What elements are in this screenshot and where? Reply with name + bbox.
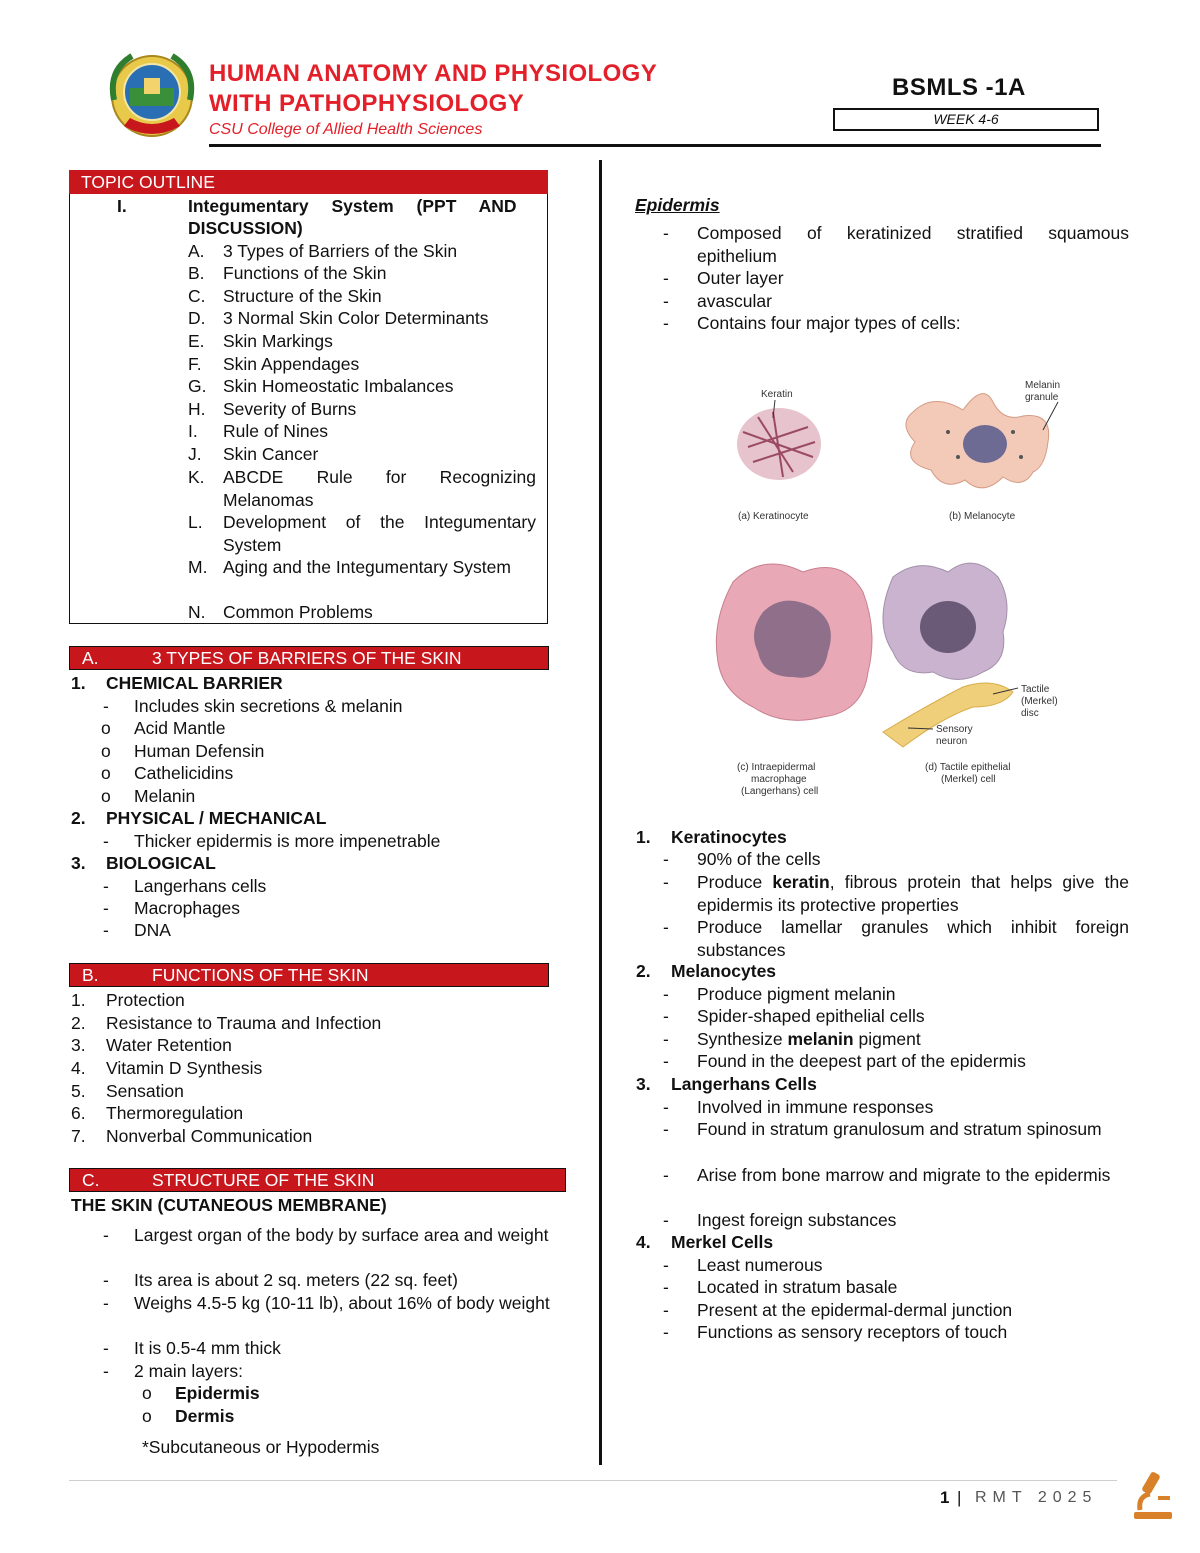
cell-heading: Keratinocytes [671,827,787,847]
university-seal-icon [104,50,200,144]
list-item: Arise from bone marrow and migrate to the epidermis [697,1165,1111,1185]
list-number: 3. [636,1074,651,1094]
list-item: Composed of keratinized stratified squamous epithelium [697,223,1129,266]
outline-letter: F. [188,354,202,374]
list-number: 1. [636,827,651,847]
list-item: Vitamin D Synthesis [106,1058,263,1078]
barrier-heading: PHYSICAL / MECHANICAL [106,808,327,828]
caption-langerhans: macrophage [751,774,807,785]
footer-brand: RMT 2025 [975,1489,1098,1506]
caption-merkel: (Merkel) cell [941,774,996,785]
melanocyte-illustration [906,394,1058,488]
cell-heading: Merkel Cells [671,1232,774,1252]
dash-bullet: - [663,313,669,333]
section-a-heading [69,646,549,670]
caption-keratinocyte: (a) Keratinocyte [738,511,809,522]
dash-bullet: - [663,1029,669,1049]
outline-main-text: Integumentary System (PPT AND [188,196,517,216]
outline-letter: G. [188,376,207,396]
section-c-heading [69,1168,566,1192]
college-name: CSU College of Allied Health Sciences [209,121,483,138]
dash-bullet: - [663,1277,669,1297]
list-item: Nonverbal Communication [106,1126,313,1146]
circle-bullet: o [101,718,111,738]
list-item: Found in stratum granulosum and stratum spinosum [697,1119,1102,1139]
list-item: Epidermis [175,1383,260,1403]
dash-bullet: - [103,1361,109,1381]
dash-bullet: - [663,849,669,869]
langerhans-cell-illustration [716,564,872,720]
section-subtitle: THE SKIN (CUTANEOUS MEMBRANE) [71,1195,387,1215]
outline-item: Common Problems [223,602,373,622]
list-item: Involved in immune responses [697,1097,934,1117]
label-sensory-neuron: neuron [936,736,968,747]
text-run: , fibrous protein that helps give the epidermis its protective properties [697,872,1129,915]
outline-item: Functions of the Skin [223,263,387,283]
dash-bullet: - [103,831,109,851]
section-title: 3 TYPES OF BARRIERS OF THE SKIN [152,648,462,668]
outline-item: Aging and the Integumentary System [223,557,511,577]
section-letter: A. [82,648,99,668]
circle-bullet: o [101,763,111,783]
outline-letter: A. [188,241,205,261]
label-sensory-neuron: Sensory [936,724,973,735]
list-item: It is 0.5-4 mm thick [134,1338,281,1358]
header-rule [209,144,1101,147]
page-number: 1 [940,1488,950,1507]
text-run: Produce [697,872,773,892]
outline-item: Severity of Burns [223,399,357,419]
epidermis-heading: Epidermis [635,195,720,215]
list-item: 90% of the cells [697,849,821,869]
keratinocyte-illustration [737,400,821,480]
outline-letter: K. [188,467,205,487]
label-tactile: (Merkel) [1021,696,1058,707]
text-run-bold: keratin [772,872,830,892]
list-item: DNA [134,920,171,940]
list-item [697,871,1129,916]
list-item: Outer layer [697,268,784,288]
label-tactile: Tactile [1021,684,1050,695]
list-item: Ingest foreign substances [697,1210,897,1230]
dash-bullet: - [663,1119,669,1139]
list-item: Spider-shaped epithelial cells [697,1006,925,1026]
list-item: Its area is about 2 sq. meters (22 sq. feet) [134,1270,458,1290]
dash-bullet: - [663,917,669,937]
circle-bullet: o [142,1383,152,1403]
outline-item: Rule of Nines [223,421,329,441]
section-letter: B. [82,965,99,985]
barrier-heading: BIOLOGICAL [106,853,216,873]
cell-heading: Melanocytes [671,961,777,981]
dash-bullet: - [663,1097,669,1117]
outline-main-text-2: DISCUSSION) [188,218,303,238]
label-melanin: Melanin [1025,380,1061,391]
dash-bullet: - [663,872,669,892]
microscope-icon [1128,1466,1178,1524]
list-item: 2 main layers: [134,1361,243,1381]
label-granule: granule [1025,392,1059,403]
topic-outline-heading: TOPIC OUTLINE [69,170,548,194]
list-item: Includes skin secretions & melanin [134,696,403,716]
outline-item: 3 Normal Skin Color Determinants [223,308,489,328]
label-keratin: Keratin [761,389,793,400]
outline-item: Development of the Integumentary System [223,512,536,555]
footer-separator: | [957,1488,962,1507]
dash-bullet: - [663,1051,669,1071]
list-item: Contains four major types of cells: [697,313,961,333]
list-item: Least numerous [697,1255,823,1275]
outline-item: Structure of the Skin [223,286,382,306]
list-number: 6. [71,1103,86,1123]
list-number: 1. [71,990,86,1010]
outline-letter: D. [188,308,206,328]
caption-melanocyte: (b) Melanocyte [949,511,1016,522]
dash-bullet: - [103,1270,109,1290]
outline-item: 3 Types of Barriers of the Skin [223,241,458,261]
outline-item: Skin Cancer [223,444,319,464]
document-title-line2: WITH PATHOPHYSIOLOGY [209,90,525,117]
list-item: Located in stratum basale [697,1277,898,1297]
outline-item: Skin Appendages [223,354,360,374]
list-item: Found in the deepest part of the epidermis [697,1051,1026,1071]
outline-letter: H. [188,399,206,419]
circle-bullet: o [142,1406,152,1426]
list-item: Cathelicidins [134,763,234,783]
list-item: Langerhans cells [134,876,267,896]
dash-bullet: - [663,1210,669,1230]
dash-bullet: - [103,1293,109,1313]
outline-letter: J. [188,444,202,464]
list-number: 1. [71,673,86,693]
list-number: 3. [71,853,86,873]
section-title: STRUCTURE OF THE SKIN [152,1170,375,1190]
footer-rule [69,1480,1117,1481]
section-b-heading [69,963,549,987]
dash-bullet: - [663,268,669,288]
dash-bullet: - [663,291,669,311]
list-item: Largest organ of the body by surface area and weight [134,1225,549,1245]
section-letter: C. [82,1170,100,1190]
dash-bullet: - [103,696,109,716]
list-item: Thermoregulation [106,1103,244,1123]
circle-bullet: o [101,741,111,761]
list-number: 7. [71,1126,86,1146]
outline-item: Skin Markings [223,331,333,351]
dash-bullet: - [663,1322,669,1342]
outline-letter: I. [188,421,198,441]
dash-bullet: - [663,1255,669,1275]
list-item: Functions as sensory receptors of touch [697,1322,1008,1342]
caption-merkel: (d) Tactile epithelial [925,762,1011,773]
dash-bullet: - [663,984,669,1004]
list-item: Weighs 4.5-5 kg (10-11 lb), about 16% of body weight [134,1293,550,1313]
list-item: Water Retention [106,1035,232,1055]
outline-main-item [188,195,536,218]
list-item: Resistance to Trauma and Infection [106,1013,382,1033]
list-number: 5. [71,1081,86,1101]
dash-bullet: - [663,1006,669,1026]
list-number: 3. [71,1035,86,1055]
list-item [697,1028,921,1051]
outline-letter: C. [188,286,206,306]
outline-letter: N. [188,602,206,622]
section-title: FUNCTIONS OF THE SKIN [152,965,369,985]
text-run: pigment [853,1029,921,1049]
list-item: avascular [697,291,772,311]
list-item: Thicker epidermis is more impenetrable [134,831,441,851]
outline-letter: L. [188,512,203,532]
list-item: Human Defensin [134,741,265,761]
list-item: Protection [106,990,185,1010]
outline-item: Skin Homeostatic Imbalances [223,376,454,396]
circle-bullet: o [101,786,111,806]
list-number: 2. [636,961,651,981]
cell-heading: Langerhans Cells [671,1074,817,1094]
outline-letter: B. [188,263,205,283]
dash-bullet: - [103,1225,109,1245]
list-item: Present at the epidermal-dermal junction [697,1300,1013,1320]
dash-bullet: - [103,1338,109,1358]
epidermal-cell-types-figure [703,372,1099,802]
outline-item: ABCDE Rule for Recognizing Melanomas [223,467,536,510]
list-item: Macrophages [134,898,241,918]
footnote: *Subcutaneous or Hypodermis [142,1437,380,1457]
dash-bullet: - [103,876,109,896]
list-item: Dermis [175,1406,235,1426]
list-item: Produce lamellar granules which inhibit foreign substances [697,917,1129,960]
column-divider [599,160,602,1465]
document-title: HUMAN ANATOMY AND PHYSIOLOGY [209,60,658,87]
dash-bullet: - [103,920,109,940]
list-number: 4. [71,1058,86,1078]
caption-langerhans: (Langerhans) cell [741,786,819,797]
list-number: 2. [71,808,86,828]
list-number: 2. [71,1013,86,1033]
caption-langerhans: (c) Intraepidermal [737,762,816,773]
list-item: Melanin [134,786,196,806]
outline-letter: M. [188,557,208,577]
barrier-heading: CHEMICAL BARRIER [106,673,283,693]
dash-bullet: - [663,223,669,243]
label-tactile: disc [1021,708,1039,719]
merkel-cell-illustration [883,563,1018,747]
text-run-bold: melanin [787,1029,854,1049]
course-code: BSMLS -1A [892,74,1026,101]
outline-letter: E. [188,331,205,351]
outline-main-marker: I. [117,196,127,216]
dash-bullet: - [663,1165,669,1185]
dash-bullet: - [103,898,109,918]
list-item: Produce pigment melanin [697,984,896,1004]
text-run: Synthesize [697,1029,788,1049]
list-item: Acid Mantle [134,718,226,738]
dash-bullet: - [663,1300,669,1320]
list-item: Sensation [106,1081,184,1101]
week-box: WEEK 4-6 [833,108,1099,131]
list-number: 4. [636,1232,651,1252]
